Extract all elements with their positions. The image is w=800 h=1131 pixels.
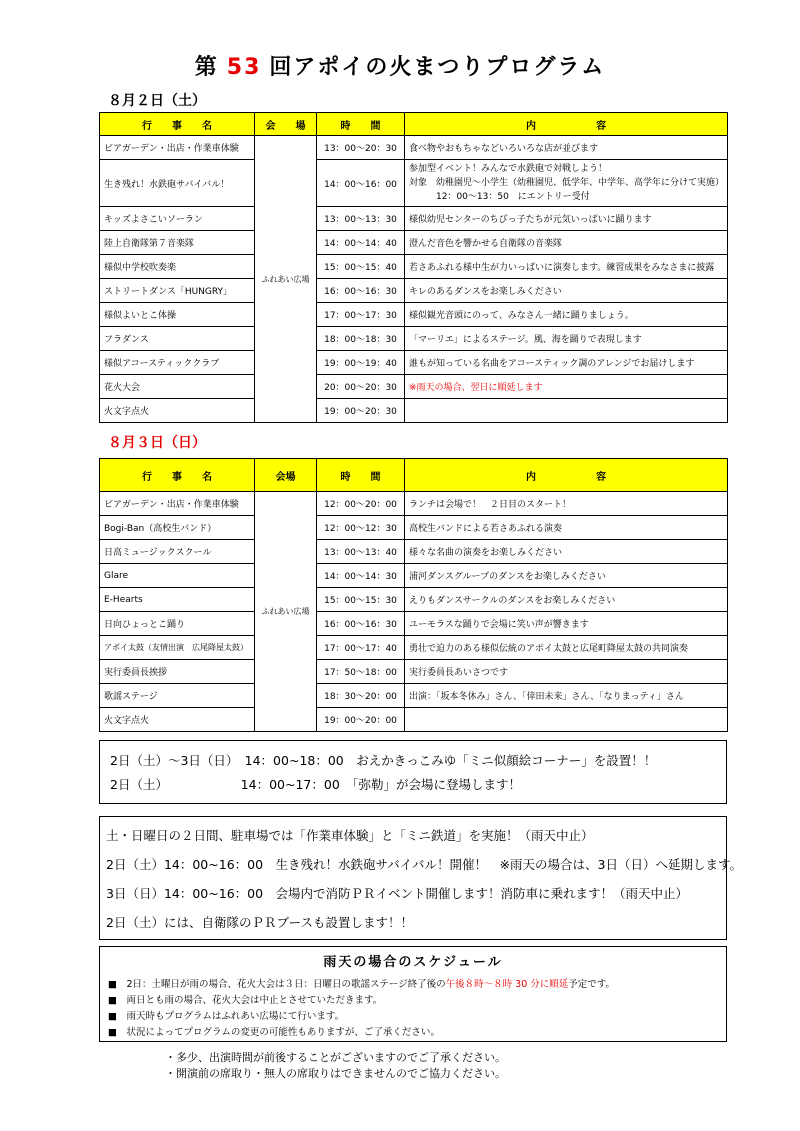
header-content: 内 容 <box>405 459 728 492</box>
table-row <box>100 375 728 399</box>
event-content: 浦河ダンスグループのダンスをお楽しみください <box>405 564 728 588</box>
event-name: E-Hearts <box>100 588 255 612</box>
event-time: 16：00～16：30 <box>317 612 405 636</box>
rain-schedule-box <box>99 946 727 1042</box>
rain-line: ■ 雨天時もプログラムはふれあい広場にて行います。 <box>108 1011 345 1022</box>
event-name: 歌謡ステージ <box>100 684 255 708</box>
table-row <box>100 492 728 516</box>
event-time: 15：00～15：40 <box>317 255 405 279</box>
event-time: 19：00～20：30 <box>317 399 405 423</box>
event-content: 勇壮で迫力のある様似伝統のアポイ太鼓と広尾町降屋太鼓の共同演奏 <box>405 636 728 660</box>
event-name: 様似よいとこ体操 <box>100 303 255 327</box>
event-content: ユーモラスな踊りで会場に笑い声が響きます <box>405 612 728 636</box>
day2-label: ８月３日（日） <box>108 435 206 451</box>
title-number: 53 <box>226 55 262 80</box>
table-row <box>100 231 728 255</box>
event-time: 17：00～17：40 <box>317 636 405 660</box>
event-time: 13：00～13：30 <box>317 207 405 231</box>
event-time: 18：00～18：30 <box>317 327 405 351</box>
event-time: 18：30～20：00 <box>317 684 405 708</box>
info-line: 3日（日）14：00~16：00 会場内で消防ＰＲイベント開催します！消防車に乗れます！（雨天中止） <box>106 886 689 901</box>
header-time: 時 間 <box>317 113 405 136</box>
content-line: 対象 幼稚園児～小学生（幼稚園児、低学年、中学年、高学年に分けて実施） <box>409 178 725 188</box>
event-content: 「マーリエ」によるステージ。風、海を踊りで表現します <box>405 327 728 351</box>
event-time: 19：00～20：00 <box>317 708 405 732</box>
table-row <box>100 207 728 231</box>
rain-line: ■ 両日とも雨の場合、花火大会は中止とさせていただきます。 <box>108 995 383 1006</box>
event-name: 様似アコースティッククラブ <box>100 351 255 375</box>
event-content: キレのあるダンスをお楽しみください <box>405 279 728 303</box>
table-row <box>100 136 728 160</box>
rain-line-text: 予定です。 <box>568 979 616 990</box>
event-name: アポイ太鼓（友情出演 広尾降屋太鼓） <box>100 636 255 660</box>
day1-label: ８月２日（土） <box>108 93 206 109</box>
event-content-rain-note: ※雨天の場合、翌日に順延します <box>405 375 728 399</box>
table-row <box>100 351 728 375</box>
header-venue: 会場 <box>255 459 317 492</box>
event-time: 16：00～16：30 <box>317 279 405 303</box>
event-time: 19：00～19：40 <box>317 351 405 375</box>
event-content: えりもダンスサークルのダンスをお楽しみください <box>405 588 728 612</box>
event-content: 食べ物やおもちゃなどいろいろな店が並びます <box>405 136 728 160</box>
event-name: 様似中学校吹奏楽 <box>100 255 255 279</box>
event-content: ランチは会場で！ ２日目のスタート！ <box>405 492 728 516</box>
event-name: 陸上自衛隊第７音楽隊 <box>100 231 255 255</box>
table-row <box>100 588 728 612</box>
event-name: ビアガーデン・出店・作業車体験 <box>100 136 255 160</box>
event-name: 火文字点火 <box>100 708 255 732</box>
table-row <box>100 612 728 636</box>
event-time: 12：00～20：00 <box>317 492 405 516</box>
table-row <box>100 516 728 540</box>
event-name: 実行委員長挨拶 <box>100 660 255 684</box>
venue-cell: ふれあい広場 <box>255 492 317 732</box>
venue-cell: ふれあい広場 <box>255 136 317 423</box>
table-row <box>100 327 728 351</box>
event-content: 様似幼児センターのちびっ子たちが元気いっぱいに踊ります <box>405 207 728 231</box>
rain-line-text: ■ 2日：土曜日が雨の場合、花火大会は３日：日曜日の歌謡ステージ終了後の <box>108 979 446 990</box>
content-line: 参加型イベント！みんなで水鉄砲で対戦しよう！ <box>409 164 608 174</box>
content-line: 12：00～13：50 にエントリー受付 <box>409 192 590 202</box>
info-line: 土・日曜日の２日間、駐車場では「作業車体験」と「ミニ鉄道」を実施！（雨天中止） <box>106 828 594 843</box>
table-row <box>100 564 728 588</box>
table-row <box>100 708 728 732</box>
event-time: 14：00～14：40 <box>317 231 405 255</box>
info-line: 2日（土）～3日（日） 14：00~18：00 おえかきっこみゆ「ミニ似顔絵コーナー」を設置！！ <box>110 753 657 768</box>
event-content <box>405 399 728 423</box>
event-time: 17：00～17：30 <box>317 303 405 327</box>
table-row <box>100 540 728 564</box>
note-line: ・多少、出演時間が前後することがございますのでご了承ください。 <box>165 1051 506 1064</box>
event-name: キッズよさこいソーラン <box>100 207 255 231</box>
title-prefix: 第 <box>194 55 219 80</box>
event-content: 若さあふれる様中生が力いっぱいに演奏します。練習成果をみなさまに披露 <box>405 255 728 279</box>
table-header-row <box>100 113 728 136</box>
table-header-row <box>100 459 728 492</box>
header-event: 行 事 名 <box>100 113 255 136</box>
rain-line <box>108 977 718 993</box>
special-corner-box <box>99 740 727 804</box>
table-row <box>100 255 728 279</box>
table-row <box>100 399 728 423</box>
event-time: 13：00～13：40 <box>317 540 405 564</box>
event-content: 澄んだ音色を響かせる自衛隊の音楽隊 <box>405 231 728 255</box>
rain-schedule-heading: 雨天の場合のスケジュール <box>323 955 503 970</box>
event-name: ビアガーデン・出店・作業車体験 <box>100 492 255 516</box>
table-row <box>100 660 728 684</box>
event-name: Bogi-Ban（高校生バンド） <box>100 516 255 540</box>
event-name: 花火大会 <box>100 375 255 399</box>
event-content: 様々な名曲の演奏をお楽しみください <box>405 540 728 564</box>
table-row <box>100 160 728 207</box>
parking-events-box <box>99 816 742 940</box>
event-name: ストリートダンス「HUNGRY」 <box>100 279 255 303</box>
event-content <box>405 160 728 207</box>
event-name: 日高ミュージックスクール <box>100 540 255 564</box>
event-name: 火文字点火 <box>100 399 255 423</box>
event-content: 誰もが知っている名曲をアコースティック調のアレンジでお届けします <box>405 351 728 375</box>
header-time: 時 間 <box>317 459 405 492</box>
event-time: 13：00～20：30 <box>317 136 405 160</box>
day2-schedule-table <box>99 458 728 732</box>
event-time: 14：00～14：30 <box>317 564 405 588</box>
header-content: 内 容 <box>405 113 728 136</box>
event-name: フラダンス <box>100 327 255 351</box>
table-row <box>100 279 728 303</box>
event-content: 実行委員長あいさつです <box>405 660 728 684</box>
rain-line: ■ 状況によってプログラムの変更の可能性もありますが、ご了承ください。 <box>108 1027 440 1038</box>
event-name: 日向ひょっとこ踊り <box>100 612 255 636</box>
event-time: 17：50～18：00 <box>317 660 405 684</box>
event-name: 生き残れ！水鉄砲サバイバル！ <box>100 160 255 207</box>
event-content: 出演：「坂本冬休み」さん、「倖田未来」さん、「なりまっティ」さん <box>405 684 728 708</box>
rain-postpone-time: 午後８時～８時 30 分に順延 <box>445 979 569 990</box>
info-line: 2日（土） 14：00~17：00 「弥勒」が会場に登場します！ <box>110 777 522 792</box>
table-row <box>100 684 728 708</box>
table-row <box>100 303 728 327</box>
event-content: 高校生バンドによる若さあふれる演奏 <box>405 516 728 540</box>
footer-notes <box>165 1050 506 1082</box>
event-content: 様似観光音頭にのって、みなさん一緒に踊りましょう。 <box>405 303 728 327</box>
event-time: 12：00～12：30 <box>317 516 405 540</box>
event-time: 20：00～20：30 <box>317 375 405 399</box>
page-title <box>0 50 800 81</box>
day1-schedule-table <box>99 112 728 423</box>
header-event: 行 事 名 <box>100 459 255 492</box>
info-line: 2日（土）には、自衛隊のＰＲブースも設置します！！ <box>106 915 413 930</box>
note-line: ・開演前の席取り・無人の席取りはできませんのでご協力ください。 <box>165 1067 506 1080</box>
event-time: 15：00～15：30 <box>317 588 405 612</box>
table-row <box>100 636 728 660</box>
info-line: 2日（土）14：00~16：00 生き残れ！水鉄砲サバイバル！開催！ ※雨天の場合は、3日（日）へ延期します。 <box>106 857 742 872</box>
event-time: 14：00～16：00 <box>317 160 405 207</box>
event-name: Glare <box>100 564 255 588</box>
event-content <box>405 708 728 732</box>
title-suffix: 回アポイの火まつりプログラム <box>269 55 606 80</box>
header-venue: 会 場 <box>255 113 317 136</box>
